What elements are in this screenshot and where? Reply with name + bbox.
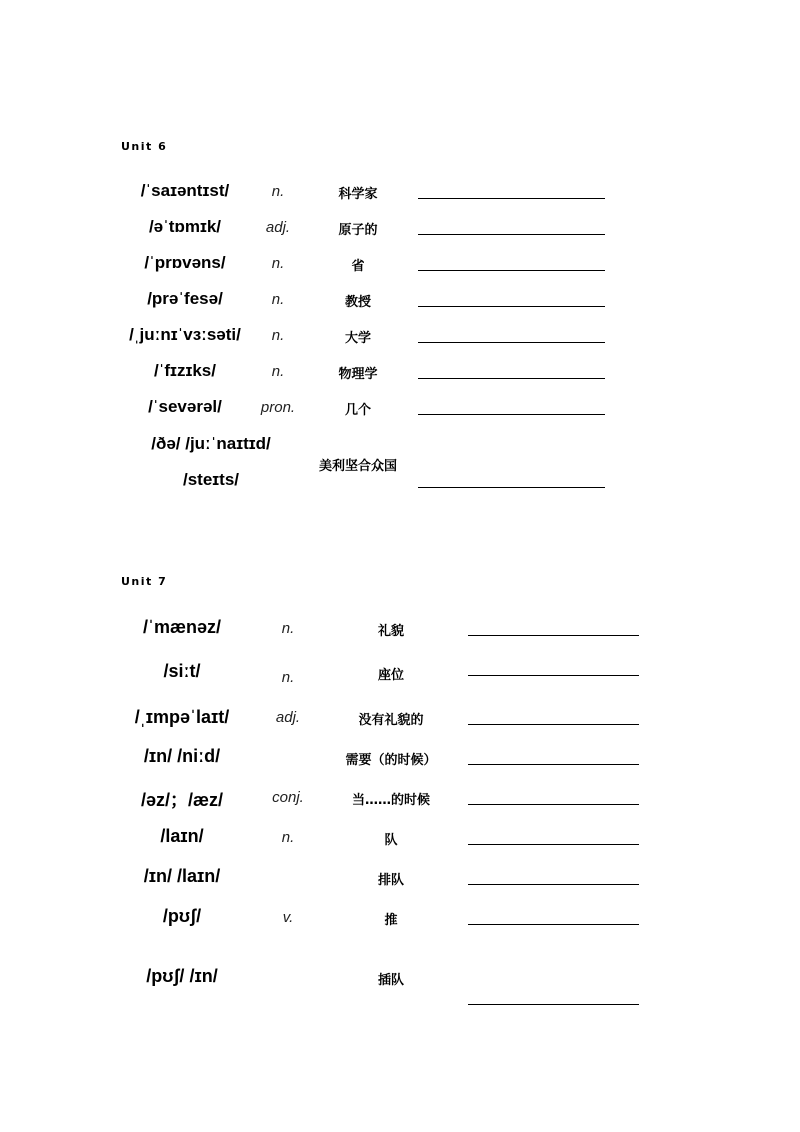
part-of-speech: adj. [275,709,301,726]
chinese-meaning: 原子的 [338,223,378,238]
part-of-speech: n. [271,255,285,272]
answer-blank[interactable] [468,1004,639,1005]
part-of-speech: pron. [260,399,296,416]
part-of-speech: n. [281,829,295,846]
chinese-meaning: 大学 [344,331,372,346]
phonetic: /siːt/ [163,661,201,681]
answer-blank[interactable] [468,844,639,845]
answer-blank[interactable] [418,487,605,488]
phonetic: /pʊʃ/ /ɪn/ [146,966,218,986]
answer-blank[interactable] [418,414,605,415]
phonetic: /ˈsevərəl/ [148,397,222,416]
phonetic: /ˈmænəz/ [142,617,222,637]
unit-title: Unit 6 [121,140,168,153]
answer-blank[interactable] [418,234,605,235]
answer-blank[interactable] [418,198,605,199]
chinese-meaning: 科学家 [338,187,378,202]
chinese-meaning: 当……的时候 [351,793,431,808]
part-of-speech: n. [281,620,295,637]
chinese-meaning: 没有礼貌的 [358,713,424,728]
answer-blank[interactable] [418,342,605,343]
answer-blank[interactable] [468,884,639,885]
chinese-meaning: 几个 [344,403,372,418]
chinese-meaning: 座位 [377,668,405,683]
chinese-meaning: 推 [384,913,398,928]
answer-blank[interactable] [418,378,605,379]
phonetic: /əz/；/æz/ [140,790,224,810]
chinese-meaning: 插队 [377,973,405,988]
part-of-speech: conj. [272,789,304,806]
chinese-meaning: 省 [351,259,365,274]
chinese-meaning: 队 [384,833,398,848]
answer-blank[interactable] [468,635,639,636]
chinese-meaning: 美利坚合众国 [318,459,398,474]
phonetic: /ˌɪmpəˈlaɪt/ [134,707,230,727]
chinese-meaning: 物理学 [338,367,378,382]
chinese-meaning: 礼貌 [377,624,405,639]
chinese-meaning: 排队 [377,873,405,888]
phonetic: /əˈtɒmɪk/ [148,217,222,236]
phonetic-line-2: /steɪts/ [182,470,240,489]
part-of-speech: n. [271,183,285,200]
phonetic: /ðə/ /juːˈnaɪtɪd/ [151,434,271,453]
chinese-meaning: 需要（的时候） [345,753,437,768]
part-of-speech: n. [271,363,285,380]
answer-blank[interactable] [418,306,605,307]
chinese-meaning: 教授 [344,295,372,310]
answer-blank[interactable] [468,724,639,725]
part-of-speech: n. [271,327,285,344]
answer-blank[interactable] [468,924,639,925]
phonetic: /ɪn/ /laɪn/ [143,866,221,886]
unit-title: Unit 7 [121,575,168,588]
answer-blank[interactable] [468,804,639,805]
part-of-speech: n. [281,669,295,686]
answer-blank[interactable] [468,764,639,765]
phonetic: /pʊʃ/ [162,906,202,926]
phonetic: /ˌjuːnɪˈvɜːsəti/ [129,325,241,344]
answer-blank[interactable] [418,270,605,271]
phonetic: /laɪn/ [160,826,204,846]
part-of-speech: v. [282,909,294,926]
phonetic: /ˈprɒvəns/ [144,253,226,272]
phonetic: /ɪn/ /niːd/ [143,746,221,766]
phonetic: /prəˈfesə/ [147,289,223,308]
part-of-speech: adj. [265,219,291,236]
answer-blank[interactable] [468,675,639,676]
part-of-speech: n. [271,291,285,308]
phonetic: /ˈsaɪəntɪst/ [140,181,230,200]
phonetic: /ˈfɪzɪks/ [154,361,216,380]
